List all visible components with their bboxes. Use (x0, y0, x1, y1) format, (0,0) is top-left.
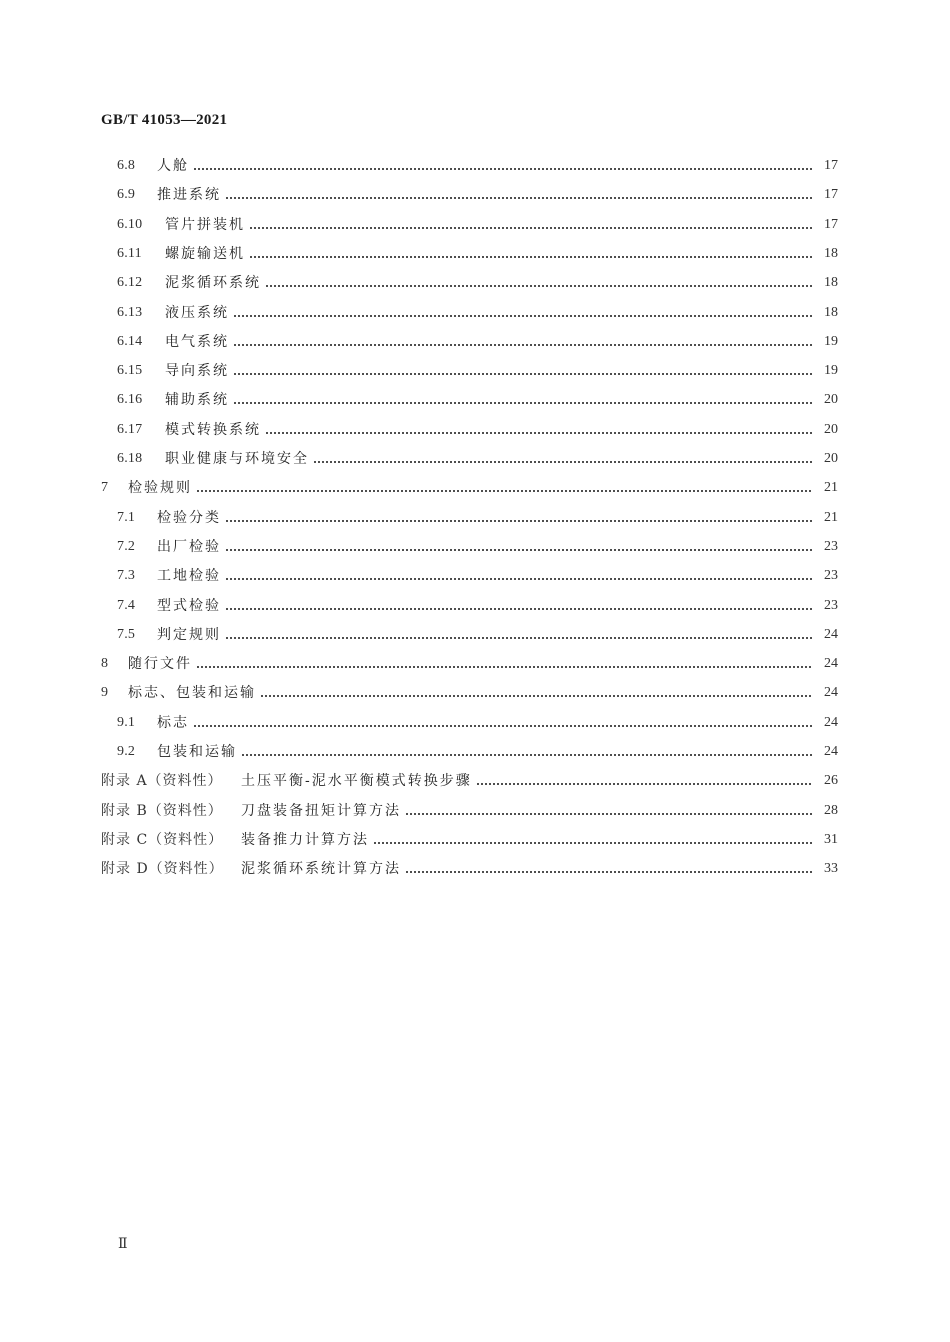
toc-entry[interactable] (117, 537, 838, 557)
toc-entry[interactable] (117, 713, 838, 733)
toc-leader-dots (225, 608, 812, 610)
toc-entry[interactable] (117, 361, 838, 381)
toc-entry-page: 21 (824, 480, 838, 495)
toc-entry-title: 装备推力计算方法 (241, 832, 369, 848)
toc-entry-number: 6.14 (117, 334, 143, 349)
toc-entry-title: 标志 (157, 715, 189, 731)
toc-leader-dots (233, 315, 812, 317)
toc-entry-page: 26 (824, 773, 838, 788)
toc-entry-page: 33 (824, 861, 838, 876)
toc-entry-number: 7.5 (117, 627, 136, 642)
toc-entry-number: 7.3 (117, 568, 136, 583)
toc-entry-page: 20 (824, 392, 838, 407)
toc-entry-page: 24 (824, 685, 838, 700)
toc-entry-number: 6.12 (117, 275, 143, 290)
toc-entry-number: 9.2 (117, 744, 136, 759)
toc-entry-title: 出厂检验 (157, 539, 221, 555)
toc-entry[interactable] (117, 508, 838, 528)
toc-entry-page: 18 (824, 246, 838, 261)
toc-leader-dots (265, 432, 812, 434)
toc-leader-dots (405, 813, 812, 815)
toc-entry-number: 7 (101, 480, 109, 495)
toc-entry[interactable] (101, 771, 838, 791)
toc-leader-dots (265, 285, 812, 287)
toc-entry-page: 19 (824, 334, 838, 349)
toc-entry-page: 17 (824, 217, 838, 232)
toc-leader-dots (260, 695, 812, 697)
toc-entry-title: 管片拼装机 (165, 217, 245, 233)
toc-entry-title: 标志、包装和运输 (128, 685, 256, 701)
toc-entry[interactable] (101, 830, 838, 850)
toc-entry[interactable] (117, 215, 838, 235)
toc-entry-page: 24 (824, 656, 838, 671)
toc-entry-title: 导向系统 (165, 363, 229, 379)
toc-entry-title: 推进系统 (157, 187, 221, 203)
toc-entry[interactable] (117, 390, 838, 410)
toc-entry-title: 土压平衡-泥水平衡模式转换步骤 (241, 773, 472, 789)
toc-entry-title: 型式检验 (157, 598, 221, 614)
toc-entry-page: 31 (824, 832, 838, 847)
toc-entry-page: 24 (824, 744, 838, 759)
toc-entry-page: 23 (824, 539, 838, 554)
toc-leader-dots (233, 402, 812, 404)
toc-entry-title: 刀盘装备扭矩计算方法 (241, 803, 401, 819)
toc-entry-number: 9 (101, 685, 109, 700)
toc-entry-page: 24 (824, 627, 838, 642)
toc-entry[interactable] (101, 478, 838, 498)
toc-entry-page: 20 (824, 451, 838, 466)
toc-entry-page: 28 (824, 803, 838, 818)
toc-entry-title: 人舱 (157, 158, 189, 174)
toc-entry-number: 6.8 (117, 158, 136, 173)
toc-leader-dots (196, 490, 812, 492)
toc-entry[interactable] (101, 683, 838, 703)
toc-entry-number: 附录 B（资料性） (101, 803, 223, 819)
toc-entry-number: 7.2 (117, 539, 136, 554)
toc-entry-title: 螺旋输送机 (165, 246, 245, 262)
toc-leader-dots (233, 373, 812, 375)
toc-entry-number: 6.11 (117, 246, 142, 261)
toc-entry[interactable] (117, 332, 838, 352)
toc-entry-page: 18 (824, 305, 838, 320)
toc-entry-page: 23 (824, 568, 838, 583)
toc-entry-title: 辅助系统 (165, 392, 229, 408)
toc-leader-dots (405, 871, 812, 873)
toc-entry[interactable] (117, 449, 838, 469)
toc-entry[interactable] (117, 244, 838, 264)
toc-leader-dots (193, 725, 812, 727)
toc-entry-number: 6.16 (117, 392, 143, 407)
toc-entry-number: 9.1 (117, 715, 136, 730)
standard-code-header: GB/T 41053—2021 (101, 112, 228, 128)
toc-entry[interactable] (117, 420, 838, 440)
toc-leader-dots (313, 461, 812, 463)
toc-leader-dots (373, 842, 812, 844)
toc-entry[interactable] (101, 801, 838, 821)
toc-entry-title: 电气系统 (165, 334, 229, 350)
toc-entry-number: 6.10 (117, 217, 143, 232)
toc-leader-dots (233, 344, 812, 346)
toc-entry-page: 21 (824, 510, 838, 525)
toc-leader-dots (225, 549, 812, 551)
toc-entry-number: 7.1 (117, 510, 136, 525)
toc-entry[interactable] (117, 566, 838, 586)
toc-entry-page: 24 (824, 715, 838, 730)
toc-entry-page: 18 (824, 275, 838, 290)
toc-entry-title: 泥浆循环系统计算方法 (241, 861, 401, 877)
toc-leader-dots (225, 637, 812, 639)
toc-entry-number: 7.4 (117, 598, 136, 613)
toc-entry[interactable] (117, 742, 838, 762)
toc-leader-dots (476, 783, 812, 785)
toc-leader-dots (196, 666, 812, 668)
toc-entry-page: 20 (824, 422, 838, 437)
toc-entry-page: 19 (824, 363, 838, 378)
toc-entry[interactable] (117, 185, 838, 205)
toc-leader-dots (225, 520, 812, 522)
toc-entry[interactable] (101, 859, 838, 879)
toc-entry[interactable] (117, 303, 838, 323)
toc-leader-dots (225, 197, 812, 199)
toc-entry[interactable] (101, 654, 838, 674)
toc-entry-title: 工地检验 (157, 568, 221, 584)
toc-entry-title: 随行文件 (128, 656, 192, 672)
toc-entry-number: 8 (101, 656, 109, 671)
toc-entry-title: 液压系统 (165, 305, 229, 321)
toc-entry-title: 检验分类 (157, 510, 221, 526)
toc-entry-number: 6.9 (117, 187, 136, 202)
toc-entry-number: 附录 C（资料性） (101, 832, 224, 848)
toc-entry-number: 6.17 (117, 422, 143, 437)
toc-entry-page: 17 (824, 158, 838, 173)
toc-leader-dots (225, 578, 812, 580)
toc-entry-title: 检验规则 (128, 480, 192, 496)
toc-leader-dots (249, 227, 812, 229)
toc-entry-title: 包装和运输 (157, 744, 237, 760)
toc-entry-title: 职业健康与环境安全 (165, 451, 309, 467)
toc-entry[interactable] (117, 625, 838, 645)
toc-entry-page: 23 (824, 598, 838, 613)
toc-leader-dots (249, 256, 812, 258)
page-number: Ⅱ (118, 1237, 128, 1252)
toc-entry-number: 6.18 (117, 451, 143, 466)
toc-entry-title: 模式转换系统 (165, 422, 261, 438)
toc-leader-dots (193, 168, 812, 170)
toc-entry[interactable] (117, 156, 838, 176)
toc-entry-number: 6.13 (117, 305, 143, 320)
toc-leader-dots (241, 754, 812, 756)
toc-entry-number: 6.15 (117, 363, 143, 378)
toc-entry-number: 附录 D（资料性） (101, 861, 224, 877)
toc-entry-number: 附录 A（资料性） (101, 773, 223, 789)
toc-entry[interactable] (117, 596, 838, 616)
toc-entry[interactable] (117, 273, 838, 293)
toc-entry-title: 判定规则 (157, 627, 221, 643)
toc-entry-page: 17 (824, 187, 838, 202)
toc-entry-title: 泥浆循环系统 (165, 275, 261, 291)
